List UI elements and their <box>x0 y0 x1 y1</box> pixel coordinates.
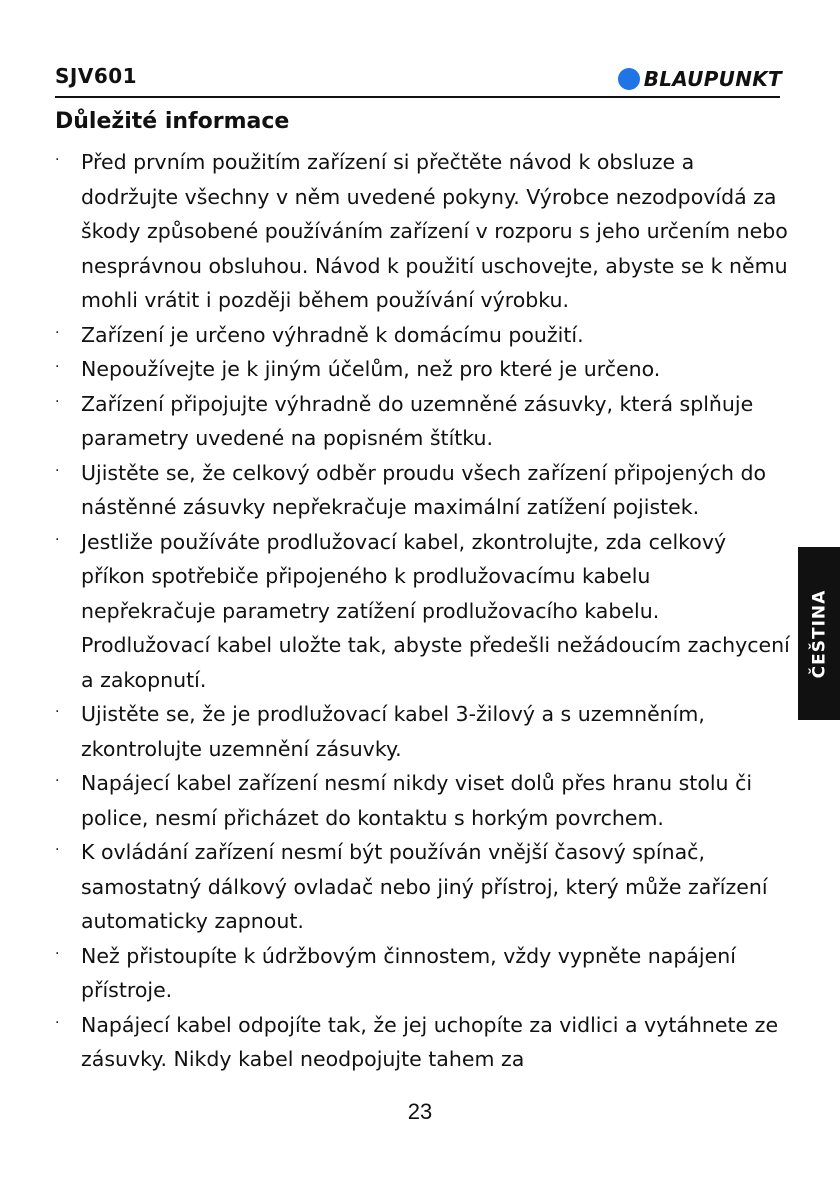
page-number: 23 <box>407 1099 433 1124</box>
bullet-icon: · <box>55 462 60 479</box>
list-item-text: Zařízení je určeno výhradně k domácímu použití. <box>81 322 584 347</box>
list-item-text: Zařízení připojujte výhradně do uzemněné zásuvky, která splňuje parametry uvedené na popisném štítku. <box>81 391 754 450</box>
list-item <box>55 387 790 456</box>
bullet-icon: · <box>55 324 60 341</box>
brand-name: BLAUPUNKT <box>643 67 782 91</box>
section-title: Důležité informace <box>55 109 290 134</box>
list-item-text: Než přistoupíte k údržbovým činnostem, vždy vypněte napájení přístroje. <box>81 943 736 1002</box>
list-item-text: Jestliže používáte prodlužovací kabel, zkontrolujte, zda celkový příkon spotřebiče připojeného k prodlužovacímu kabelu nepřekračuje parametry zatížení prodlužovacího kabelu. Prodlužovací kabel uložte tak, abyste předešli nežádoucím zachycení a zakopnutí. <box>81 529 790 692</box>
bullet-icon: · <box>55 152 60 168</box>
list-item-text: Napájecí kabel zařízení nesmí nikdy viset dolů přes hranu stolu či police, nesmí přicházet do kontaktu s horkým povrchem. <box>81 771 753 830</box>
list-item <box>55 352 790 387</box>
language-tab <box>798 547 840 720</box>
brand-logo <box>618 66 782 92</box>
list-item <box>55 939 790 1008</box>
language-tab-label: ČEŠTINA <box>809 589 830 678</box>
list-item <box>55 1008 790 1077</box>
list-item <box>55 456 790 525</box>
header-model: SJV601 <box>55 64 138 88</box>
list-item-text: Ujistěte se, že je prodlužovací kabel 3-žilový a s uzemněním, zkontrolujte uzemnění zásuvky. <box>81 702 705 761</box>
list-item <box>55 766 790 835</box>
bullet-list <box>55 145 790 1077</box>
list-item <box>55 145 790 318</box>
header-rule <box>55 96 780 98</box>
list-item <box>55 835 790 939</box>
bullet-icon: · <box>55 773 60 789</box>
list-item-text: Napájecí kabel odpojíte tak, že jej uchopíte za vidlici a vytáhnete ze zásuvky. Nikdy kabel neodpojujte tahem za <box>81 1012 779 1071</box>
content <box>55 145 790 1077</box>
list-item-text: Nepoužívejte je k jiným účelům, než pro které je určeno. <box>81 357 661 381</box>
bullet-icon: · <box>55 704 60 720</box>
list-item <box>55 697 790 766</box>
bullet-icon: · <box>55 359 60 375</box>
brand-dot-icon <box>618 68 640 90</box>
bullet-icon: · <box>55 945 60 962</box>
bullet-icon: · <box>55 393 60 410</box>
bullet-icon: · <box>55 531 60 548</box>
list-item-text: K ovládání zařízení nesmí být používán vnější časový spínač, samostatný dálkový ovladač nebo jiný přístroj, který může zařízení automaticky zapnout. <box>81 840 768 933</box>
bullet-icon: · <box>55 842 60 858</box>
list-item <box>55 525 790 698</box>
bullet-icon: · <box>55 1014 60 1031</box>
list-item-text: Ujistěte se, že celkový odběr proudu všech zařízení připojených do nástěnné zásuvky nepřekračuje maximální zatížení pojistek. <box>81 460 767 519</box>
list-item-text: Před prvním použitím zařízení si přečtěte návod k obsluze a dodržujte všechny v něm uvedené pokyny. Výrobce nezodpovídá za škody způsobené používáním zařízení v rozporu s jeho určením nebo nesprávnou obsluhou. Návod k použití uschovejte, abyste se k němu mohli vrátit i později během používání výrobku. <box>81 150 788 312</box>
list-item <box>55 318 790 353</box>
